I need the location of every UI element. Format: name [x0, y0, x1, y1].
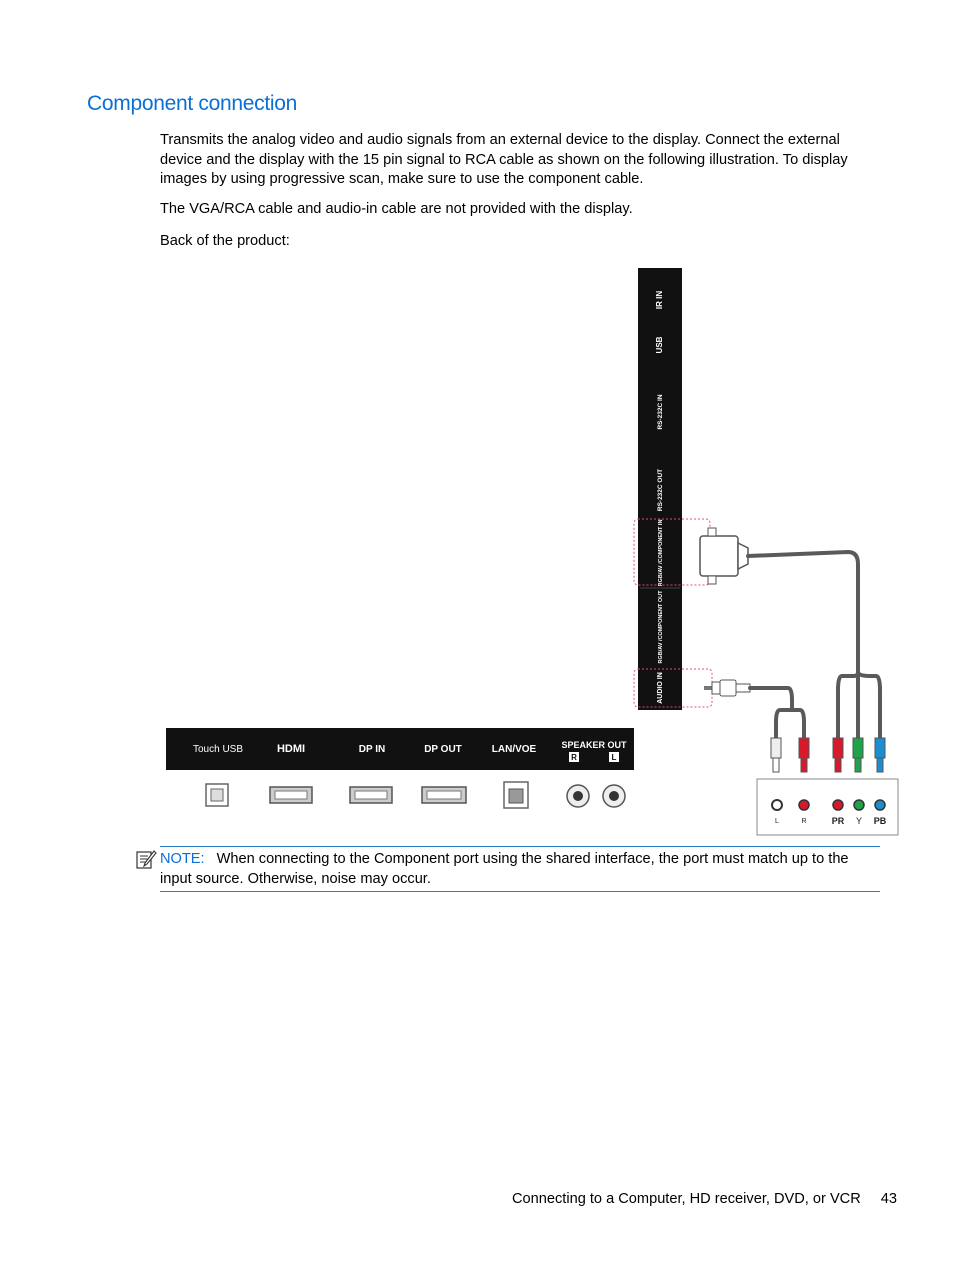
bottom-port-icons: [206, 782, 625, 808]
side-port-label-rs232c-in: RS-232C IN: [657, 394, 664, 430]
intro-paragraph: Transmits the analog video and audio signals from an external device to the display. Connect the external device and the display with the 15 pin signal to RCA cable as shown on the following illustration. To display images by using progressive scan, make sure to use the component cable.: [160, 132, 848, 188]
note-box: [160, 846, 880, 892]
external-device: [757, 779, 898, 835]
page-footer: [512, 1191, 897, 1207]
speaker-channel-r: R: [571, 753, 577, 762]
jack-label-l: L: [775, 818, 779, 825]
page-title: Component connection: [87, 92, 297, 115]
bottom-port-label-lan: LAN/VOE: [491, 744, 537, 755]
cables: [748, 552, 880, 740]
jack-label-pr: PR: [831, 816, 845, 826]
note-icon: [135, 849, 157, 871]
vga-connector: [700, 528, 748, 584]
side-port-label-component-in: RGB/AV /COMPONENT IN: [658, 519, 664, 587]
footer-chapter-title: Connecting to a Computer, HD receiver, DVD, or VCR: [511, 1191, 861, 1207]
page-number: 43: [880, 1191, 897, 1207]
side-port-label-usb: USB: [655, 336, 664, 354]
bottom-port-label-dp-out: DP OUT: [424, 744, 462, 755]
jack-label-pb: PB: [873, 816, 887, 826]
note-text: When connecting to the Component port using the shared interface, the port must match up to the input source. Otherwise, noise may occur.: [160, 851, 849, 887]
side-port-label-ir-in: IR IN: [655, 290, 664, 310]
jack-label-y: Y: [855, 816, 863, 826]
jack-label-r: R: [801, 818, 807, 825]
note-label: NOTE:: [160, 851, 205, 867]
bottom-port-label-hdmi: HDMI: [276, 743, 306, 755]
bottom-port-label-touch-usb: Touch USB: [192, 744, 244, 755]
bottom-port-label-speaker-out: SPEAKER OUT: [561, 740, 627, 750]
back-of-product-label: Back of the product:: [160, 233, 290, 249]
side-port-label-audio-in: AUDIO IN: [657, 672, 664, 704]
bottom-port-label-dp-in: DP IN: [358, 744, 386, 755]
rca-plugs: [771, 738, 885, 772]
audio-plug: [704, 680, 750, 696]
side-port-label-component-out: RGB/AV /COMPONENT OUT: [658, 590, 664, 664]
side-port-label-rs232c-out: RS-232C OUT: [657, 468, 664, 512]
cable-note-paragraph: The VGA/RCA cable and audio-in cable are not provided with the display.: [160, 201, 633, 217]
speaker-channel-l: L: [611, 753, 617, 762]
